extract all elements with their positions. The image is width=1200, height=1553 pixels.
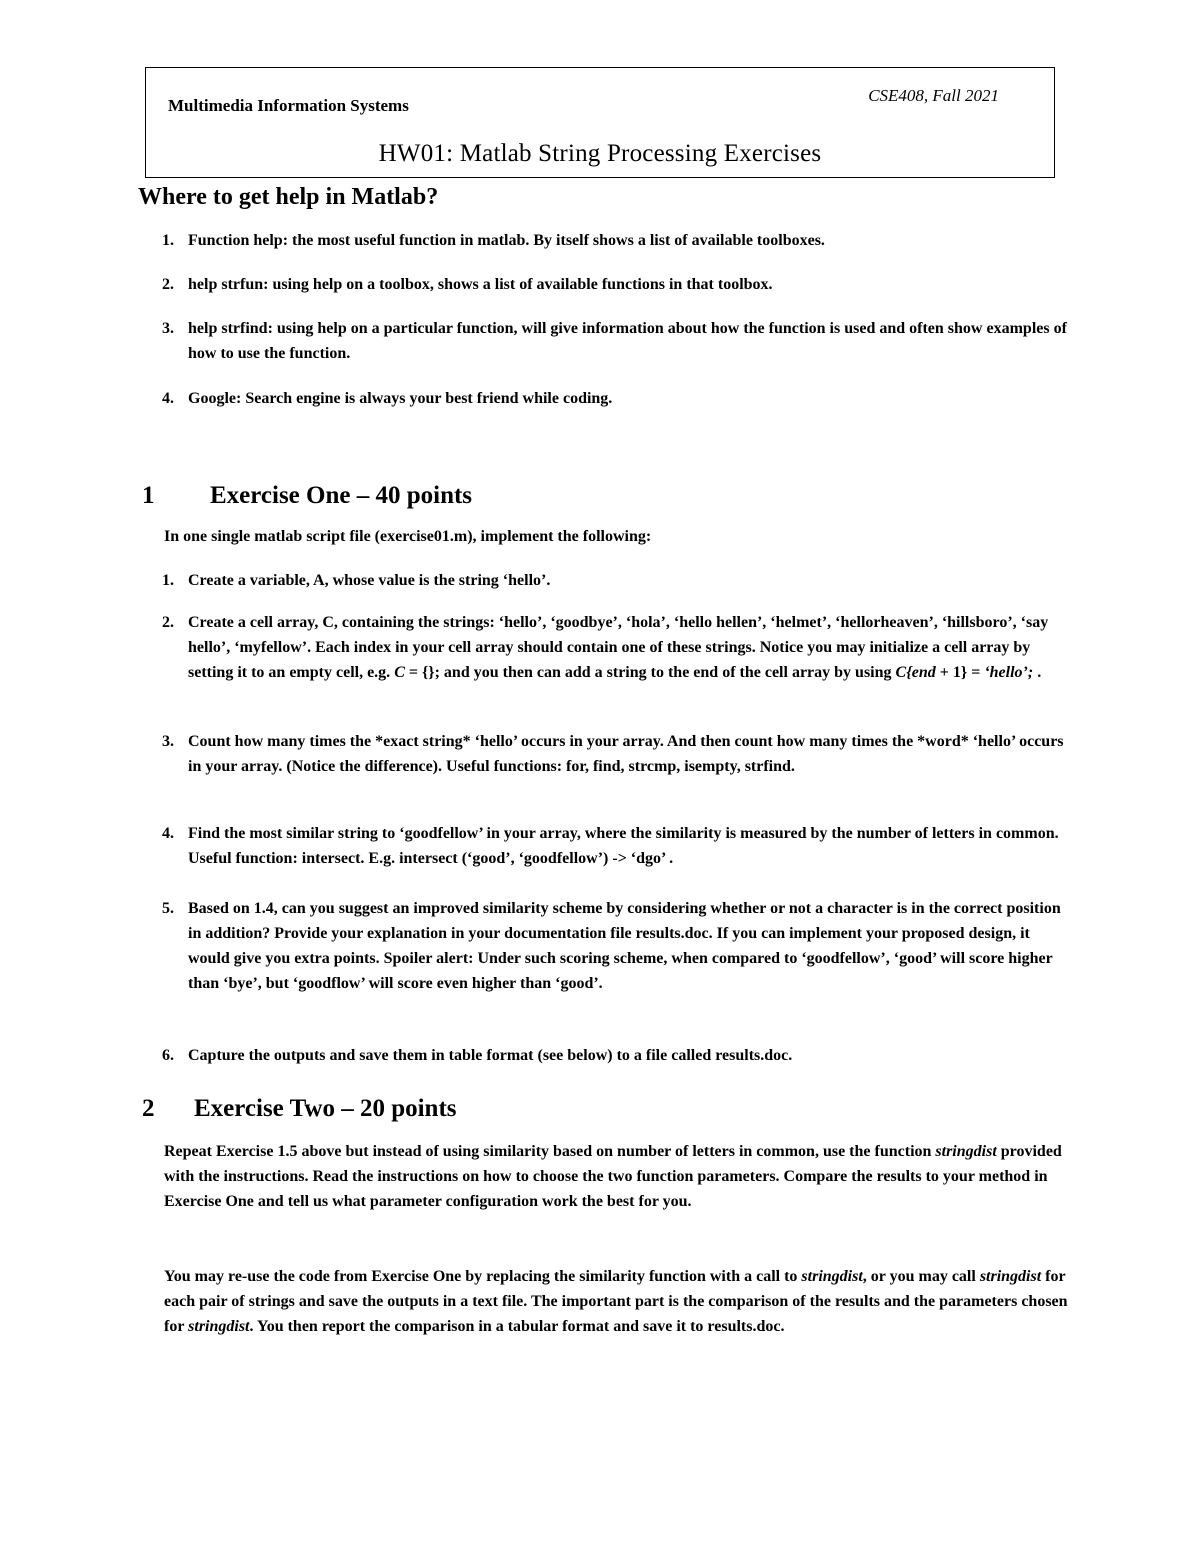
section-title: Exercise Two – 20 points	[194, 1095, 457, 1122]
exercise-item	[162, 821, 1067, 871]
exercise-one-heading	[142, 482, 472, 510]
item-number: 5.	[162, 900, 174, 917]
homework-title: HW01: Matlab String Processing Exercises	[378, 140, 822, 167]
course-name: Multimedia Information Systems	[168, 96, 409, 115]
item-number: 2.	[162, 614, 174, 631]
exercise-item	[162, 568, 1067, 593]
exercise-item	[162, 610, 1067, 685]
exercise-item	[162, 1043, 1067, 1068]
text-part: . You then report the comparison in a tabular format and save it to results.doc.	[249, 1318, 785, 1335]
item-text: Count how many times the *exact string* ‘hello’ occurs in your array. And then count how many times the *word* ‘hello’ occurs in your array. (Notice the difference). Useful functions: for, find, strcmp, isempty, strfind.	[188, 733, 1064, 775]
item-text: Capture the outputs and save them in table format (see below) to a file called results.doc.	[188, 1047, 793, 1064]
item-number: 6.	[162, 1047, 174, 1064]
item-number: 3.	[162, 733, 174, 750]
item-number: 4.	[162, 390, 174, 407]
text-part: Create a cell array, C, containing the strings: ‘hello’, ‘goodbye’, ‘hola’, ‘hello hellen’, ‘helmet’, ‘hellorheaven’, ‘hillsboro’, ‘say hello’, ‘myfellow’. Each index in your cell array should contain one of these strings. Notice you may initialize a cell array by setting it to an empty cell, e.g.	[188, 614, 1049, 681]
item-text: Create a variable, A, whose value is the string ‘hello’.	[188, 572, 551, 589]
item-text: help strfind: using help on a particular function, will give information about how the function is used and often show examples of how to use the function.	[188, 320, 1067, 362]
help-item	[162, 272, 1067, 297]
help-item	[162, 386, 1067, 411]
text-part: = {}; and you then can add a string to the end of the cell array by using	[404, 664, 896, 681]
exercise-two-paragraph	[164, 1139, 1069, 1214]
function-name: stringdist	[935, 1143, 997, 1160]
exercise-one-intro: In one single matlab script file (exercise01.m), implement the following:	[164, 528, 652, 545]
item-text: Function help: the most useful function in matlab. By itself shows a list of available toolboxes.	[188, 232, 825, 249]
section-title: Exercise One – 40 points	[210, 482, 473, 509]
header-box	[145, 67, 1055, 178]
item-text	[188, 610, 1067, 685]
item-number: 1.	[162, 232, 174, 249]
item-number: 2.	[162, 276, 174, 293]
text-part: for each pair of strings and save the outputs in a text file. The important part is the comparison of the results and the parameters chosen for	[164, 1268, 1068, 1335]
exercise-item	[162, 729, 1067, 779]
item-number: 3.	[162, 320, 174, 337]
function-name: stringdist	[188, 1318, 250, 1335]
text-part: provided with the instructions. Read the instructions on how to choose the two function parameters. Compare the results to your method in Exercise One and tell us what parameter configuration work the best for you.	[164, 1143, 1062, 1210]
text-part: You may re-use the code from Exercise One by replacing the similarity function with a call to	[164, 1268, 802, 1285]
help-item	[162, 228, 1067, 253]
function-name: stringdist	[801, 1268, 863, 1285]
code-expression: C{end	[895, 664, 936, 681]
text-part: Repeat Exercise 1.5 above but instead of using similarity based on number of letters in common, use the function	[164, 1143, 936, 1160]
item-text: Find the most similar string to ‘goodfellow’ in your array, where the similarity is measured by the number of letters in common. Useful function: intersect. E.g. intersect (‘good’, ‘goodfellow’) -> ‘dgo’ .	[188, 825, 1059, 867]
section-number: 1	[142, 482, 155, 509]
text-part: , or you may call	[862, 1268, 980, 1285]
item-number: 4.	[162, 825, 174, 842]
code-variable: C	[394, 664, 405, 681]
exercise-two-heading	[142, 1095, 457, 1123]
section-number: 2	[142, 1095, 155, 1122]
text-part: .	[1033, 664, 1042, 681]
exercise-two-paragraph	[164, 1264, 1069, 1339]
item-text: Based on 1.4, can you suggest an improved similarity scheme by considering whether or not a character is in the correct position in addition? Provide your explanation in your documentation file results.doc. If you can implement your proposed design, it would give you extra points. Spoiler alert: Under such scoring scheme, when compared to ‘goodfellow’, ‘good’ will score higher than ‘bye’, but ‘goodflow’ will score even higher than ‘good’.	[188, 900, 1061, 992]
text-part: + 1} =	[935, 664, 985, 681]
item-text: help strfun: using help on a toolbox, shows a list of available functions in that toolbox.	[188, 276, 773, 293]
exercise-item	[162, 896, 1067, 996]
course-term: CSE408, Fall 2021	[868, 86, 999, 105]
function-name: stringdist	[979, 1268, 1042, 1285]
item-text: Google: Search engine is always your best friend while coding.	[188, 390, 613, 407]
item-number: 1.	[162, 572, 174, 589]
help-item	[162, 316, 1067, 366]
help-heading: Where to get help in Matlab?	[138, 184, 439, 210]
code-string: ‘hello’;	[984, 664, 1034, 681]
